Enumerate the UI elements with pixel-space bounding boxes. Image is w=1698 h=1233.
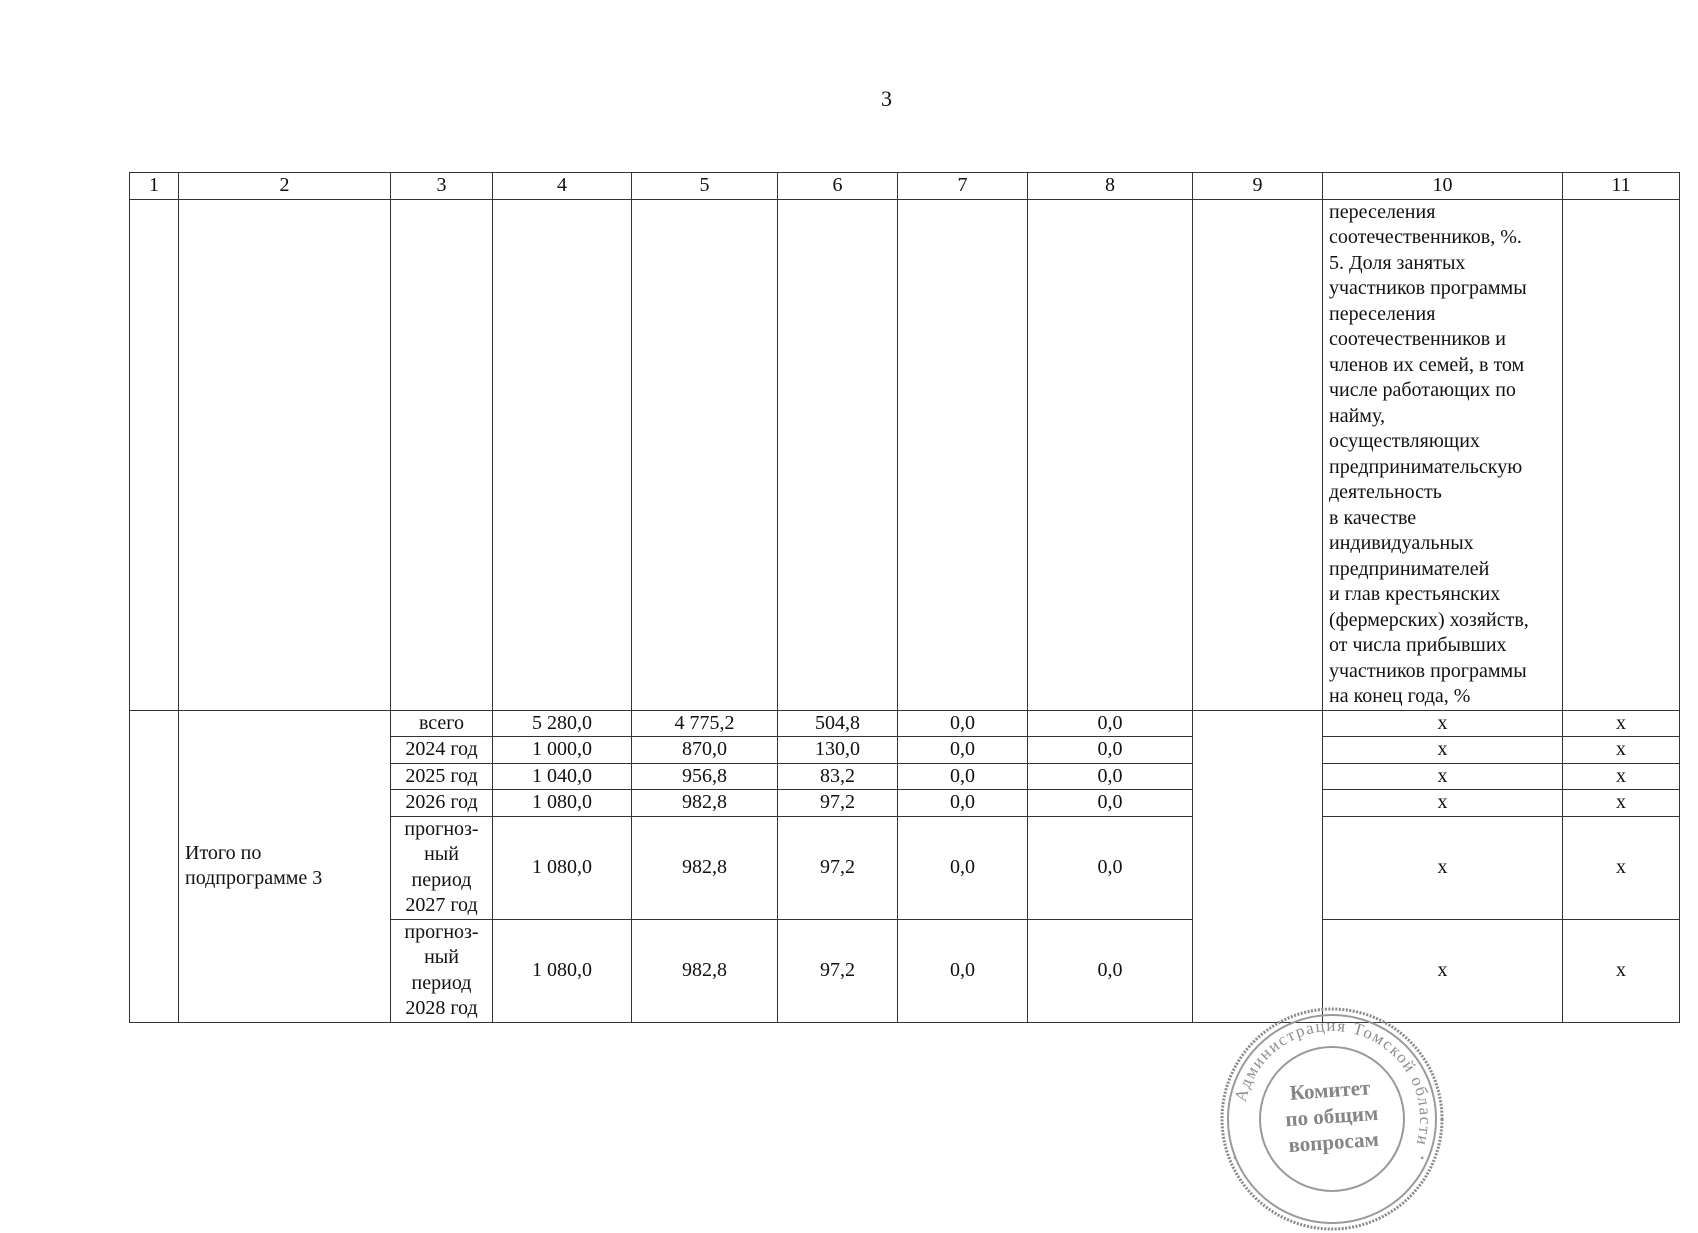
value-cell: 1 080,0 <box>493 790 632 817</box>
budget-table <box>129 172 1680 1023</box>
value-cell: 1 080,0 <box>493 919 632 1022</box>
value-cell: 0,0 <box>898 790 1028 817</box>
value-cell: 982,8 <box>632 919 778 1022</box>
header-cell: 6 <box>778 173 898 200</box>
value-cell: 0,0 <box>1028 763 1193 790</box>
stamp-center-line: Комитет <box>1288 1075 1372 1105</box>
period-cell: прогноз- ный период 2027 год <box>391 816 493 919</box>
value-cell: 5 280,0 <box>493 710 632 737</box>
header-cell: 5 <box>632 173 778 200</box>
header-cell: 10 <box>1323 173 1563 200</box>
svg-text:•: • <box>1233 1151 1238 1165</box>
header-cell: 7 <box>898 173 1028 200</box>
header-cell: 2 <box>179 173 391 200</box>
svg-text:•: • <box>1420 1151 1425 1165</box>
value-cell: 0,0 <box>1028 816 1193 919</box>
value-cell: 1 040,0 <box>493 763 632 790</box>
value-cell: 97,2 <box>778 919 898 1022</box>
header-cell: 4 <box>493 173 632 200</box>
value-cell: x <box>1323 919 1563 1022</box>
value-cell: 870,0 <box>632 737 778 764</box>
value-cell: x <box>1563 816 1680 919</box>
period-cell: 2025 год <box>391 763 493 790</box>
value-cell: x <box>1563 763 1680 790</box>
value-cell: 0,0 <box>1028 790 1193 817</box>
value-cell: x <box>1323 816 1563 919</box>
value-cell: 0,0 <box>1028 919 1193 1022</box>
header-cell: 9 <box>1193 173 1323 200</box>
value-cell: x <box>1563 919 1680 1022</box>
total-label <box>179 710 391 1022</box>
header-cell: 11 <box>1563 173 1680 200</box>
header-cell: 8 <box>1028 173 1193 200</box>
value-cell: 83,2 <box>778 763 898 790</box>
table-row <box>130 710 1680 737</box>
value-cell: x <box>1323 790 1563 817</box>
period-cell: 2026 год <box>391 790 493 817</box>
value-cell: 97,2 <box>778 816 898 919</box>
value-cell: x <box>1563 710 1680 737</box>
value-cell: 97,2 <box>778 790 898 817</box>
header-row <box>130 173 1680 200</box>
value-cell: x <box>1323 737 1563 764</box>
value-cell: 0,0 <box>898 763 1028 790</box>
value-cell: 0,0 <box>1028 737 1193 764</box>
period-cell: прогноз- ный период 2028 год <box>391 919 493 1022</box>
value-cell: 130,0 <box>778 737 898 764</box>
value-cell: 0,0 <box>898 919 1028 1022</box>
value-cell: 0,0 <box>898 710 1028 737</box>
value-cell: x <box>1563 790 1680 817</box>
value-cell: x <box>1563 737 1680 764</box>
continuation-row <box>130 199 1680 710</box>
value-cell: 1 000,0 <box>493 737 632 764</box>
official-stamp <box>1218 1005 1446 1233</box>
indicator-text: переселения соотечественников, %. 5. Доля занятых участников программы переселения соотечественников и членов их семей, в том числе работающих по найму, осуществляющих предпринимательскую деятельность в качестве индивидуальных предпринимателей и глав крестьянских (фермерских) хозяйств, от числа прибывших участников программы на конец года, % <box>1323 199 1563 710</box>
stamp-ring-text: Администрация Томской области <box>1230 1015 1436 1149</box>
value-cell: 504,8 <box>778 710 898 737</box>
value-cell: 956,8 <box>632 763 778 790</box>
value-cell: 982,8 <box>632 816 778 919</box>
value-cell: 982,8 <box>632 790 778 817</box>
stamp-center-line: вопросам <box>1287 1126 1380 1158</box>
value-cell: 1 080,0 <box>493 816 632 919</box>
page-number: 3 <box>881 86 892 111</box>
period-cell: всего <box>391 710 493 737</box>
header-cell: 1 <box>130 173 179 200</box>
value-cell: 0,0 <box>1028 710 1193 737</box>
total-label-text: Итого по подпрограмме 3 <box>185 841 323 889</box>
header-cell: 3 <box>391 173 493 200</box>
value-cell: 4 775,2 <box>632 710 778 737</box>
value-cell: x <box>1323 763 1563 790</box>
stamp-center-line: по общим <box>1284 1100 1380 1132</box>
period-cell: 2024 год <box>391 737 493 764</box>
value-cell: 0,0 <box>898 816 1028 919</box>
value-cell: x <box>1323 710 1563 737</box>
value-cell: 0,0 <box>898 737 1028 764</box>
